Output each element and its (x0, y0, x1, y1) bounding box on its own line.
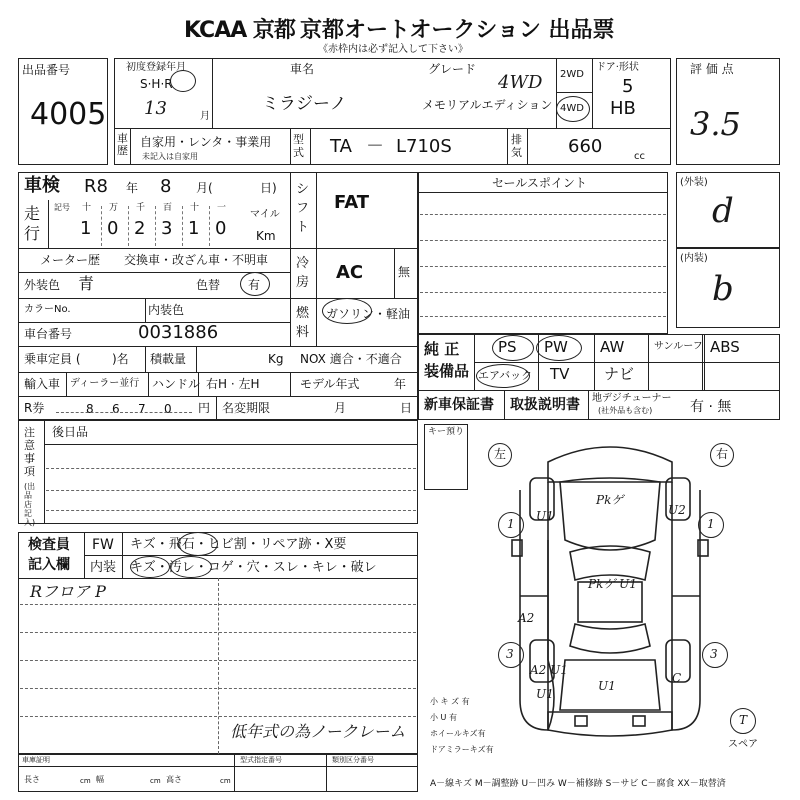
chassis-label: 車台番号 (24, 327, 73, 341)
damage-label-5: A2 U1 (530, 663, 568, 677)
ac-label: 冷房 (296, 256, 310, 290)
warranty-doc: 新車保証書 (424, 397, 494, 413)
ac-value: AC (336, 262, 364, 283)
grade-drive-note: 4WD (498, 72, 543, 93)
import-label: 輸入車 (24, 377, 61, 391)
chassis-number: 0031886 (138, 322, 219, 343)
damage-label-4: A2 (518, 611, 535, 625)
handle-label: ハンドル (152, 377, 201, 391)
damage-label-6: U1 (598, 679, 616, 693)
small-legend-1: 小 U 有 (430, 713, 457, 722)
mileage-header-4: 十 (190, 203, 200, 213)
tuner-note: (社外品も含む) (598, 406, 653, 415)
mileage-note: 記号 (54, 203, 70, 212)
mark-front-right: 1 (707, 517, 715, 531)
car-name: ミラジーノ (262, 94, 347, 114)
interior-grade-label: (内装) (680, 253, 708, 264)
exterior-grade-label: (外装) (680, 177, 708, 188)
recycle-digit-0: 8 (86, 402, 94, 416)
ac-none: 無 (398, 265, 411, 279)
first-reg-year: 13 (144, 98, 167, 119)
dim-width-unit: cm (150, 777, 161, 785)
mileage-digit-4: 1 (188, 218, 200, 239)
mileage-header-3: 百 (163, 203, 173, 213)
fw-items: キズ・飛石・ヒビ割・リペア跡・X要 (130, 537, 347, 552)
dim-height: 高さ (166, 775, 182, 784)
small-legend-3: ドアミラーキズ有 (430, 745, 494, 754)
grade-value: メモリアルエディション (422, 98, 553, 112)
fuel-label: 燃料 (296, 306, 310, 340)
category-no-label: 類別区分番号 (332, 756, 374, 764)
exterior-color-label: 外装色 (24, 278, 61, 292)
equip2-0: エアバック (478, 369, 533, 382)
nox: NOX 適合・不適合 (300, 352, 402, 366)
color-change-label: 色替 (196, 278, 221, 292)
inspector-label-2: 記入欄 (28, 557, 70, 573)
shaken-era: R8 (84, 176, 108, 197)
damage-label-2: U2 (668, 503, 686, 517)
dim-length-unit: cm (80, 777, 91, 785)
spare-label: スペア (728, 739, 758, 750)
damage-label-7: C (672, 671, 682, 685)
inspector-note-1: Rフロア P (30, 582, 106, 601)
damage-label-3: Pkゲ U1 (588, 577, 637, 591)
equip-1: PW (544, 338, 568, 356)
car-name-label: 車名 (290, 62, 315, 76)
exterior-grade-value: d (712, 191, 734, 231)
dim-length: 長さ (24, 775, 40, 784)
mileage-unit-mile: マイル (250, 209, 280, 220)
shaken-day-unit: 日) (260, 181, 277, 195)
digital-tuner: 地デジチューナー (592, 393, 672, 404)
mark-rear-left: 3 (506, 647, 514, 661)
lot-number: 4005 (30, 97, 107, 132)
small-legend-0: 小 キ ズ 有 (430, 697, 470, 706)
fuel-options: ガソリン・軽油 (326, 307, 411, 321)
meter-history-options: 交換車・改ざん車・不明車 (124, 253, 269, 267)
page-subtitle: 《赤枠内は必ず記入して下さい》 (318, 44, 468, 55)
page-title: 京都オートオークション 出品票 (300, 18, 615, 43)
mileage-digit-3: 3 (161, 218, 173, 239)
manual-doc: 取扱説明書 (510, 397, 580, 413)
equip-3: サンルーフ (654, 341, 703, 352)
shaken-label: 車検 (24, 175, 60, 196)
rating-label: 評 価 点 (690, 62, 734, 76)
displacement-unit: cc (634, 151, 645, 162)
diagram-left-label: 左 (494, 447, 507, 461)
interior-color-label: 内装色 (148, 303, 185, 317)
spare-mark: T (739, 713, 748, 727)
mileage-unit-km: Km (256, 229, 276, 243)
first-reg-eras: S·H·R (140, 77, 173, 91)
mileage-header-1: 万 (109, 203, 119, 213)
inspector-note-2: 低年式の為ノークレーム (230, 722, 406, 741)
recycle-label: R券 (24, 401, 45, 415)
equip-2: AW (600, 338, 625, 356)
damage-label-0: Pkゲ (596, 493, 624, 507)
interior-label: 内装 (90, 560, 117, 575)
handle-options: 右H · 左H (206, 377, 260, 391)
mark-rear-right: 3 (710, 647, 718, 661)
dim-height-unit: cm (220, 777, 231, 785)
drive-4wd: 4WD (560, 103, 584, 114)
recycle-digit-3: 0 (164, 402, 172, 416)
color-no-label: カラーNo. (24, 304, 71, 315)
shaken-month-unit: 月( (196, 181, 213, 195)
type-no-label: 型式指定番号 (240, 756, 282, 764)
mileage-digit-5: 0 (215, 218, 227, 239)
history-label: 車歴 (117, 132, 128, 157)
grade-label: グレード (428, 62, 477, 76)
shift-value: FAT (334, 192, 370, 213)
name-change-label: 名変期限 (222, 401, 271, 415)
mileage-header-2: 千 (136, 203, 146, 213)
mileage-header-5: 一 (217, 203, 227, 213)
equip-0: PS (498, 338, 517, 356)
damage-label-1: U1 (536, 509, 554, 523)
load-unit: Kg (268, 352, 284, 366)
drive-2wd: 2WD (560, 69, 584, 80)
displacement-label: 排気 (511, 133, 522, 159)
history-options: 自家用・レンタ・事業用 (140, 135, 272, 149)
dims-label: 車庫証明 (22, 756, 50, 764)
first-reg-label: 初度登録年月 (126, 62, 186, 73)
door-count: 5 (622, 76, 634, 97)
model-label: 型式 (293, 133, 304, 159)
tuner-yes-no: 有 · 無 (690, 399, 732, 415)
load-label: 積載量 (150, 352, 187, 366)
name-change-day: 日 (400, 401, 413, 415)
damage-legend: A－線キズ M－調整跡 U－凹み W－補修跡 S－サビ C－腐食 XX－取替済 (430, 779, 726, 789)
mileage-header-0: 十 (82, 203, 92, 213)
recycle-unit: 円 (198, 401, 211, 415)
mark-front-left: 1 (507, 517, 515, 531)
first-reg-month-unit: 月 (200, 111, 210, 122)
exterior-color-value: 青 (78, 274, 95, 293)
recycle-digit-2: 7 (138, 402, 146, 416)
mileage-digit-0: 1 (80, 218, 92, 239)
sales-point-label: セールスポイント (492, 176, 587, 190)
name-change-month: 月 (334, 401, 347, 415)
capacity-unit: )名 (112, 352, 129, 366)
interior-items: キズ・汚レ・コゲ・穴・スレ・キレ・破レ (130, 560, 377, 575)
equipment-label-1: 純 正 (424, 340, 460, 358)
equip2-2: ナビ (604, 365, 635, 383)
model-prefix: TA (330, 136, 352, 157)
capacity-label: 乗車定員 ( (24, 352, 81, 366)
model-year-label: モデル年式 (300, 377, 360, 391)
diagram-right-label: 右 (716, 447, 729, 461)
door-shape-label: ドア·形状 (596, 62, 639, 73)
dim-width: 幅 (96, 775, 104, 784)
equip-4: ABS (710, 338, 740, 356)
notes-sub: (出品店記入) (24, 482, 36, 527)
key-label: キー預り (428, 427, 465, 437)
shift-label: シフト (296, 182, 310, 235)
inspector-label-1: 検査員 (28, 537, 70, 553)
body-shape: HB (610, 98, 636, 119)
notes-label: 注意事項 (24, 426, 35, 478)
displacement-value: 660 (568, 136, 603, 157)
interior-grade-value: b (712, 269, 734, 309)
import-dealer: ディーラー並行 (70, 378, 140, 389)
after-day-label: 後日品 (52, 425, 89, 439)
mileage-label: 走行 (24, 204, 41, 243)
damage-label-8: U1 (536, 687, 554, 701)
mileage-digit-1: 0 (107, 218, 119, 239)
model-year-unit: 年 (394, 377, 407, 391)
equip2-1: TV (550, 365, 570, 383)
equipment-label-2: 装備品 (424, 362, 470, 380)
fw-label: FW (92, 537, 114, 553)
shaken-month: 8 (160, 176, 172, 197)
rating-value: 3.5 (690, 105, 741, 143)
model-code: L710S (396, 136, 452, 157)
recycle-digit-1: 6 (112, 402, 120, 416)
history-note: 未記入は自家用 (142, 152, 198, 161)
mileage-digit-2: 2 (134, 218, 146, 239)
model-dash: － (366, 136, 384, 157)
lot-label: 出品番号 (22, 63, 71, 77)
color-change-value: 有 (248, 278, 261, 292)
shaken-year-unit: 年 (126, 181, 139, 195)
small-legend-2: ホイールキズ有 (430, 729, 486, 738)
meter-history-label: メーター歴 (40, 253, 101, 267)
logo: KCAA 京都 (184, 18, 295, 43)
